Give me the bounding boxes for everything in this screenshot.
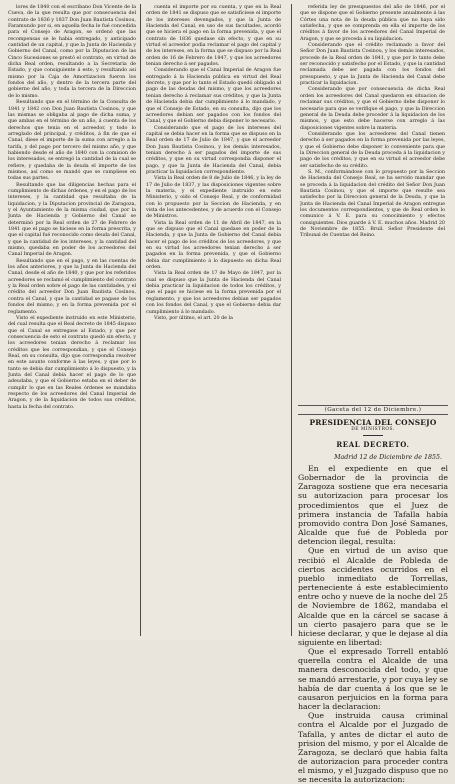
ministros-subheading: DE MINISTROS. (351, 427, 395, 432)
column-middle-paragraph-4: Vista la Real orden de 8 de Julio de 1846, y la ley de 17 de Julio de 1837, y las disposiciones vigentes sobre la materia, y el expediente instruido en este Ministerio, y oido el Consejo Real, y de conformidad con lo propuesto por la Seccion de Hacienda, y en vista de los antecedentes, y de acuerdo con el Consejo de Ministros. (146, 175, 281, 220)
decree-section (298, 405, 448, 784)
gaceta-date-line: (Gaceta del 12 de Diciembre.) (298, 405, 448, 415)
column-middle-paragraph-2: Considerando que el Canal Imperial de Aragon fue entregado á la Hacienda pública en virtud del Real decreto, y que por lo tanto el Estado quedó obligado al pago de las deudas del mismo, y que los acreedores tenian derecho á reclamar sus créditos, y que la Junta de Hacienda debia dar cumplimiento á lo mandado, y que el Consejo de Estado, en su consulta, dijo que los acreedores debian ser pagados con los fondos del Canal, y que el Gobierno debia disponer lo necesario. (146, 67, 281, 125)
column-right-paragraph-2: Considerando que el crédito reclamado a favor del Señor Don Juan Bautista Cosinou, y los demás interesados, procede de la Real orden de 1841, y que por lo tanto debe ser reconocido y satisfecho por el Estado, y que la cantidad reclamada debe ser pagada con los fondos del presupuesto, y que la Junta de Hacienda del Canal debe practicar la liquidacion. (300, 42, 445, 87)
column-left-paragraph-1: lores de 1840 con el escribano Don Vicente de la Cueva, de la que resulta que por consecuencia del contrato de 1836 y 1837 Don Juan Bautista Cosinou, Faramundo por si, en aquella fecha le fué concedida para el Consejo de Aragon, se ordenó que las recompensas se le habia entregado, y anticipado cantidad de un capital, y que la Junta de Hacienda y Gobierno del Canal, como por la Diputacion de las Cinco Sucesiones se prestó el contrato, en virtud de dicha Real orden, resultando a la Secretaria de Estado, y que consiguiente á esto, y resultando asi mismo por la Caja de Amortizacion fueron los fondos del año, y dentro de la tercera parte del gobierno del año, y toda la tercera de la Direccion de lo mismo. (8, 4, 136, 99)
column-left (8, 4, 136, 636)
decree-date: Madrid 12 de Diciembre de 1855. (334, 454, 442, 461)
column-divider-1 (140, 4, 141, 636)
column-middle-paragraph-5: Vista la Real orden de 11 de Abril de 1847, en la que se dispuso que el Canal quedase en poder de la Hacienda, y que la Junta de Gobierno del Canal debia hacer el pago de los créditos de los acreedores, y que en su virtud los acreedores tenian derecho á ser pagados en la forma prevenida, y que el Gobierno debia dar cumplimiento á lo dispuesto en dicha Real orden. (146, 219, 281, 271)
presidencia-heading: PRESIDENCIA DEL CONSEJO (309, 418, 437, 427)
decree-paragraph-3: Que el expresado Torrell entabló querella contra el Alcalde de una manera desconocida del todo, y que se mandó arrestarle, y por cuya ley se había de dar cuenta á los que se le causaron perjuicios en la forma para hacer la declaracion: (298, 647, 448, 712)
column-left-paragraph-2: Resultando que en el término de la Consulta de 1841 y 1842 con Don Juan Bautista Cosinou, y que las mismas se obligaba al pago de dicha suma, y que ambas en el término de un año, á cuenta de los derechos que tenia en el acreedor, y todo lo arreglado del principal, y créditos, á fin de que el Canal, diese el importe de la suma con arreglo a la tarifa, y del pago por tercero del mismo año, y que habiendo desde el año de 1840 con la comision de los interesados, se entregó la cantidad de la cual se refiere, y quedaba de la deuda el importe de los mismos, así como se mandó que se cumpliese en todas sus partes. (8, 99, 136, 182)
real-decreto-title: REAL DECRETO. (336, 440, 410, 449)
column-middle (146, 4, 281, 636)
column-left-paragraph-3: Resultando que las diligencias hechas para el cumplimiento de dichas órdenes, y en el pago de los intereses, y la cantidad que resultaba de la liquidacion, y la Diputacion provincial de Zaragoza, y el Ayuntamiento de la misma ciudad, que por la Junta de Hacienda y Gobierno del Canal se determinó por la Real orden de 27 de Febrero de 1841 que el pago se hiciese en la forma prescrita, y que el capital fué reconocido como deuda del Canal, y que la cantidad de los intereses, y la cantidad del mismo, quedaba en poder de los acreedores del Canal Imperial de Aragon. (8, 181, 136, 258)
column-right-paragraph-3: Considerando que por consecuencia de dicha Real orden los acreedores del Canal quedaron en situacion de reclamar sus créditos, y que el Gobierno debe disponer lo necesario para que se verifique el pago, y que la Direccion general de la Deuda debe proceder á la liquidacion de los mismos, y que esto debe hacerse con arreglo á las disposiciones vigentes sobre la materia. (300, 86, 445, 131)
decree-body (298, 464, 448, 784)
column-divider-2 (291, 4, 292, 636)
column-middle-paragraph-7: Visto, por último, el art. 20 de la (154, 314, 233, 321)
column-right (300, 4, 445, 406)
decree-paragraph-4: Que instruida causa criminal contra el Alcalde por el Juzgado de Tafalla, y antes de dictar el auto de prision del mismo, y por el Alcalde de Zaragoza, se declaró que habia falta de autorizacion para proceder contra el mismo, y el Juzgado dispuso que no se necesita la autorizacion: (298, 711, 448, 784)
column-middle-paragraph-6: Vista la Real orden de 17 de Mayo de 1847, por la cual se dispuso que la Junta de Hacienda del Canal debia practicar la liquidacion de todos los créditos, y que el pago se hiciese en la forma prevenida por el reglamento, y que los acreedores debian ser pagados con los fondos del Canal, y que el Gobierno debia dar cumplimiento á lo mandado. (146, 270, 281, 315)
column-middle-paragraph-1: cuenta el importe por su cuenta, y que en la Real orden de 1841 se dispuso que se satisficiese el importe de los intereses devengados, y que la Junta de Hacienda del Canal, en uso de sus facultades, acordó que se hiciera el pago en la forma prevenida, y que el contrato de 1836 quedase sin efecto, y que en su virtud el acreedor podia reclamar el pago del capital y de los intereses, en la forma que se dispuso por la Real orden de 16 de Febrero de 1847, y que los acreedores tenian derecho á ser pagados. (146, 4, 281, 68)
column-left-paragraph-4: Resultando que en el pago, y en las cuentas de los años anteriores, y que la Junta de Hacienda del Canal, desde el año de 1840, y que por los referidos acreedores se reclamó el cumplimiento del contrato y la Real orden sobre el pago de las cantidades, y el crédito del acreedor Don Juan Bautista Cosinou, contra el Canal, y que la cantidad se pagase de los fondos del mismo, y en la forma prevenida por el reglamento. (8, 257, 136, 315)
column-right-paragraph-5: S. M., conformándose con lo propuesto por la Seccion de Hacienda del Consejo Real, se ha servido mandar que se proceda á la liquidacion del crédito del Señor Don Juan Bautista Cosinou, y que el importe que resulte sea satisfecho por la Direccion general de la Deuda, y que la Junta de Hacienda del Canal Imperial de Aragon entregue los documentos correspondientes, y que de Real orden lo comunico á V. E. para su conocimiento y efectos consiguientes. Dios guarde á V. E. muchos años. Madrid 20 de Noviembre de 1855. Bruil. Señor Presidente del Tribunal de Cuentas del Reino. (300, 168, 445, 239)
column-middle-paragraph-3: Considerando que el pago de los intereses del capital se debia hacer en la forma que se dispuso en la Real orden de 17 de Julio de 1847, y que el acreedor Don Juan Bautista Cosinou, y los demás interesados, tenian derecho á ser pagados del importe de sus créditos, y que en su virtud correspondia disponer el pago, y que la Junta de Hacienda del Canal, debia practicar la liquidacion correspondiente. (146, 124, 281, 175)
column-right-paragraph-1: referida ley de presupuestos del año de 1846, por el que se dispone que el Gobierno presente anualmente á las Córtes una nota de la deuda pública que no haya sido satisfecha, y que se comprenda en ella el importe de los créditos á favor de los acreedores del Canal Imperial de Aragon, y que se proceda á su liquidacion. (300, 4, 445, 42)
column-left-paragraph-5: Visto el expediente instruido en este Ministerio, del cual resulta que el Real decreto de 1845 dispuso que el Canal se entregase al Estado, y que por consecuencia de esto el contrato quedó sin efecto, y los acreedores tenian derecho á reclamar los créditos que les correspondian, y que el Consejo Real, en su consulta, dijo que correspondia resolver en este asunto conforme á las leyes, y que por lo tanto se debia dar cumplimiento á lo dispuesto, y la Junta del Canal debia hacer el pago de lo que adeudaba, y que el Gobierno estaba en el deber de cumplir lo que en las Reales órdenes se mandaba respecto de los acreedores del Canal Imperial de Aragon, y de la liquidacion de todos sus créditos, hasta la fecha del contrato. (8, 314, 136, 410)
decree-paragraph-1: En el expediente en que el Gobernador de la provincia de Zaragoza sostiene que era necesaria su autorizacion para procesar los procedimientos que el Juez de primera instancia de Tafalla había promovido contra Don José Samanes, Alcalde que fué de Pobleda por detencion ilegal, resulta: (298, 464, 448, 547)
heading-separator (363, 435, 383, 436)
decree-paragraph-2: Que en virtud de un aviso que recibió el Alcalde de Pobleda de ciertos accidentes ocurridos en el pueblo inmediato de Torrellas, perteneciente á este establecimiento entre ocho y nueve de la noche del 25 de Noviembre de 1862, mandaba el Alcalde que en la cárcel se sacase á un cierto pasajero para que se le hiciese declarar, y que le dejase al día siguiente en libertad: (298, 546, 448, 647)
column-right-paragraph-4: Considerando que los acreedores del Canal tienen derecho á ser pagados en la forma prevenida por las leyes, y que el Gobierno debe disponer lo conveniente para que la Direccion general de la Deuda proceda á la liquidacion y pago de los créditos, y que en su virtud el acreedor debe ser satisfecho de su crédito. (300, 130, 445, 169)
